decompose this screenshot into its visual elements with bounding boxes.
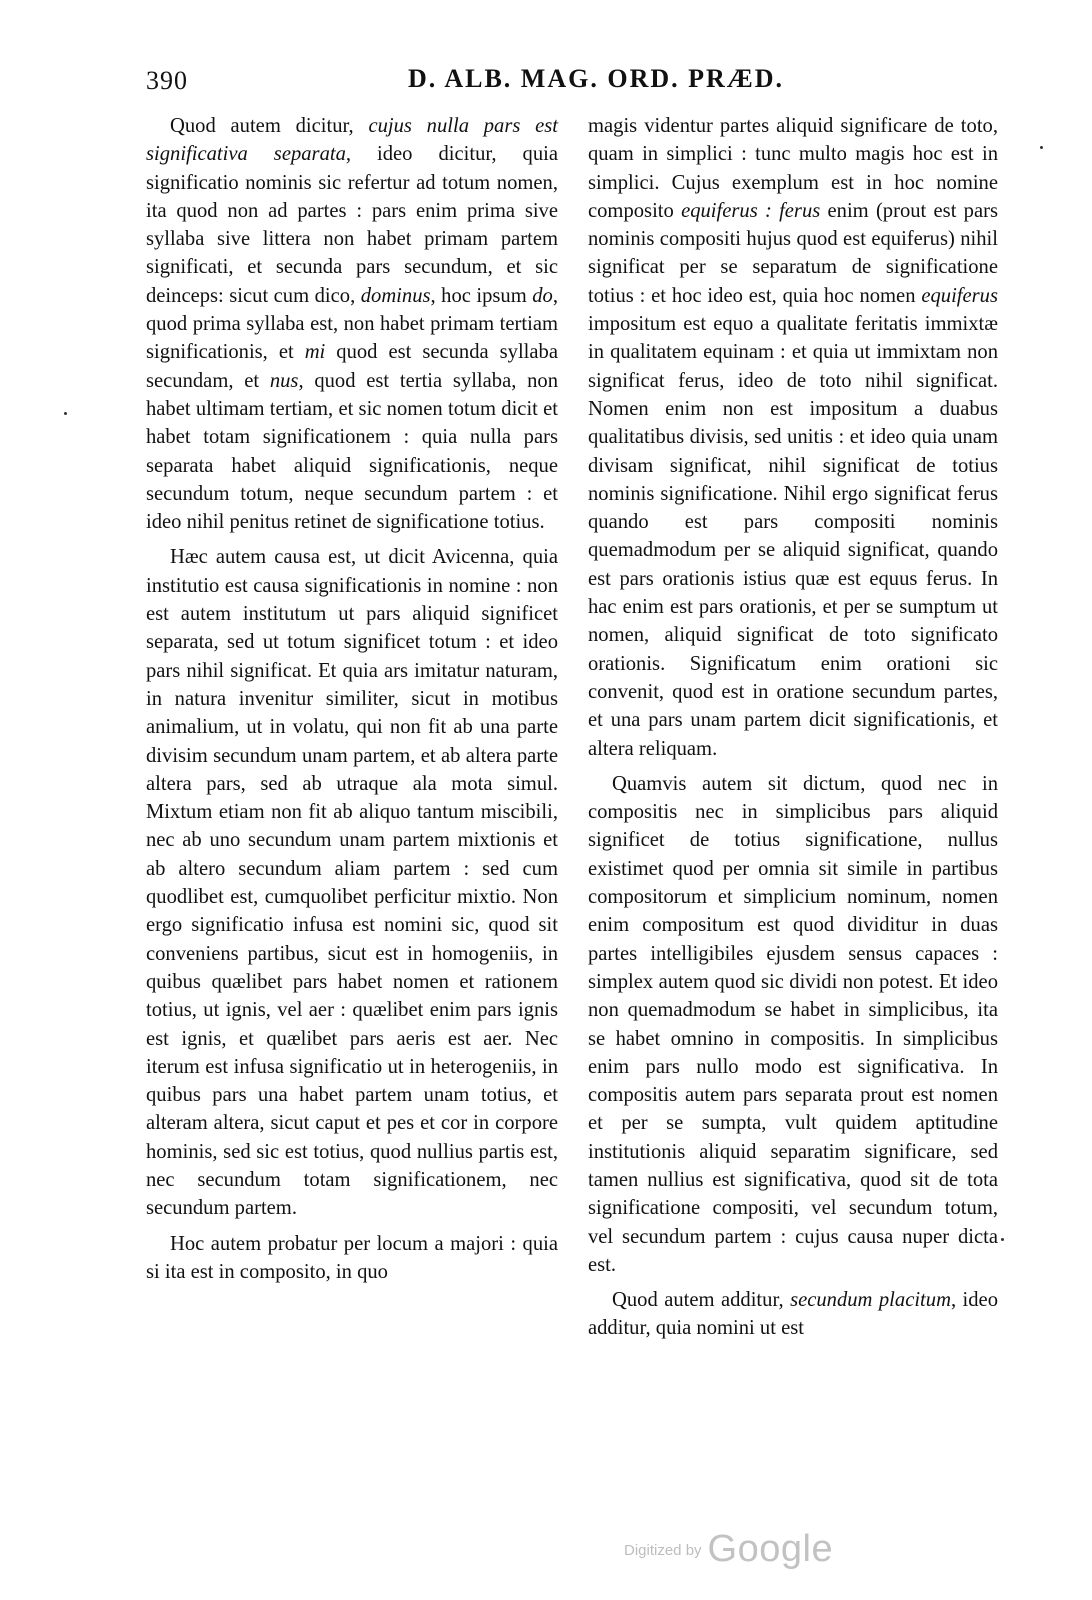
text-run: enim (prout est pars nominis compositi hujus quod est equiferus) nihil significat per se separatum de significatione totius : et hoc ideo est, quia hoc nomen [588, 199, 998, 307]
scan-speck [1040, 146, 1043, 149]
text-run: impositum est equo a qualitate feritatis immixtæ in qualitatem equinam : et quia ut immixtam non significat ferus, ideo de toto nihil significat. Nomen enim non est impositum a duabus qualitatibus divisis, sed unitis : et ideo quia unam divisam significat, nihil significat de totius nominis significatione. Nihil ergo significat ferus quando est pars compositi nominis quemadmodum per se aliquid significat, quando est pars orationis istius quæ est equus ferus. In hac enim est pars orationis, et per se sumptum ut nomen, aliquid significat de toto significato orationis. Significatum enim orationi sic convenit, quod est in oratione secundum partes, et una pars unam partem dicit significationis, et altera reliquam. [588, 313, 998, 760]
italic-quotation: cujus nulla pars est significativa separata, [146, 115, 559, 166]
text-run: , hoc ipsum [430, 284, 533, 307]
page-number: 390 [146, 66, 188, 95]
italic-term: do [532, 284, 553, 307]
text-run: Quod autem additur, [612, 1289, 791, 1312]
scan-speck [1001, 1238, 1004, 1241]
italic-quotation: secundum placitum [790, 1289, 951, 1312]
scan-speck [64, 412, 67, 415]
left-paragraph-1 [146, 112, 558, 536]
watermark-prefix: Digitized by [624, 1542, 702, 1559]
text-run: , ideo additur, quia nomini ut est [588, 1289, 998, 1340]
google-logo-text: Google [707, 1528, 834, 1570]
italic-term: mi [304, 341, 326, 364]
left-column [146, 112, 558, 1286]
text-run: , quod prima syllaba est, non habet primam tertiam significationis, et [146, 284, 558, 364]
digitized-by-google-watermark [624, 1528, 833, 1571]
text-run: Quod autem dicitur, [170, 115, 369, 137]
italic-term: dominus [360, 284, 431, 307]
text-run: , quod est tertia syllaba, non habet ultimam tertiam, et sic nomen totum dicit et habet totam significationem : quia nulla pars separata habet aliquid significationis, neque secundum totum, neque secundum partem : et ideo nihil penitus retinet de significatione totius. [146, 369, 558, 534]
text-run: quod est secunda syllaba secundam, et [146, 341, 558, 392]
left-paragraph-3: Hoc autem probatur per locum a majori : quia si ita est in composito, in quo [146, 1232, 558, 1283]
left-paragraph-2: Hæc autem causa est, ut dicit Avicenna, quia institutio est causa significationis in nomine : non est autem institutum ut pars aliquid significet separata, sed ut totum significet totum : et ideo pars nihil significat. Et quia ars imitatur naturam, in natura invenitur similiter, sicut in motibus animalium, ut in volatu, qui non fit ab una parte divisim secundum unam partem, et ab altera parte altera pars, sed ab utraque ala mota simul. Mixtum etiam non fit ab aliquo tantum miscibili, nec ab uno secundum unam partem mixtionis et ab altero secundum aliam partem : sed cum quodlibet est, cumquolibet perficitur mixtio. Non ergo significatio infusa est nomini sic, quod sit conveniens partibus, sicut est in homogeniis, in quibus quælibet pars habet nomen et rationem totius, ut ignis, vel aer : quælibet enim pars ignis est ignis, et quælibet pars aeris est aer. Nec iterum est infusa significatio ut in heterogeniis, in quibus pars una habet partem unam totius, et alteram altera, sicut caput et pes et cor in corpore hominis, sed sic est totius, quod nullius partis est, nec secundum totam significationem, nec secundum partem. [146, 546, 558, 1220]
right-paragraph-2: Quamvis autem sit dictum, quod nec in compositis nec in simplicibus pars aliquid significet de totius significatione, nullus existimet quod per omnia sit simile in partibus compositorum et simplicium nominum, nomen enim compositum est quod dividitur in duas partes intelligibiles ejusdem sensus capaces : simplex autem quod sic dividi non potest. Et ideo non quemadmodum se habet in simplicibus, ita se habet omnino in compositis. In simplicibus enim pars nullo modo est significativa. In compositis autem pars separata prout est nomen et per se sumpta, vult quidem aptitudine institutionis aliquid separatim significare, sed tamen nullius est significativa, quod sit de tota significatione compositi, vel secundum totum, vel secundum partem : cujus causa nuper dicta est. [588, 772, 998, 1276]
running-header: D. ALB. MAG. ORD. PRÆD. [408, 64, 785, 93]
italic-term: equiferus : ferus [681, 199, 821, 222]
right-paragraph-3 [588, 1286, 998, 1343]
right-paragraph-1 [588, 112, 998, 763]
text-run: magis videntur partes aliquid significare de toto, quam in simplici : tunc multo magis hoc est in simplici. Cujus exemplum est in hoc nomine composito [588, 115, 998, 222]
text-run: ideo dicitur, quia significatio nominis sic refertur ad totum nomen, ita quod non ad partes : pars enim prima sive syllaba sive littera non habet primam partem significati, et secunda pars secundum, et sic deinceps: sicut cum dico, [146, 143, 558, 307]
italic-term: nus [269, 369, 299, 392]
italic-term: equiferus [921, 284, 998, 307]
right-column [588, 112, 998, 1343]
